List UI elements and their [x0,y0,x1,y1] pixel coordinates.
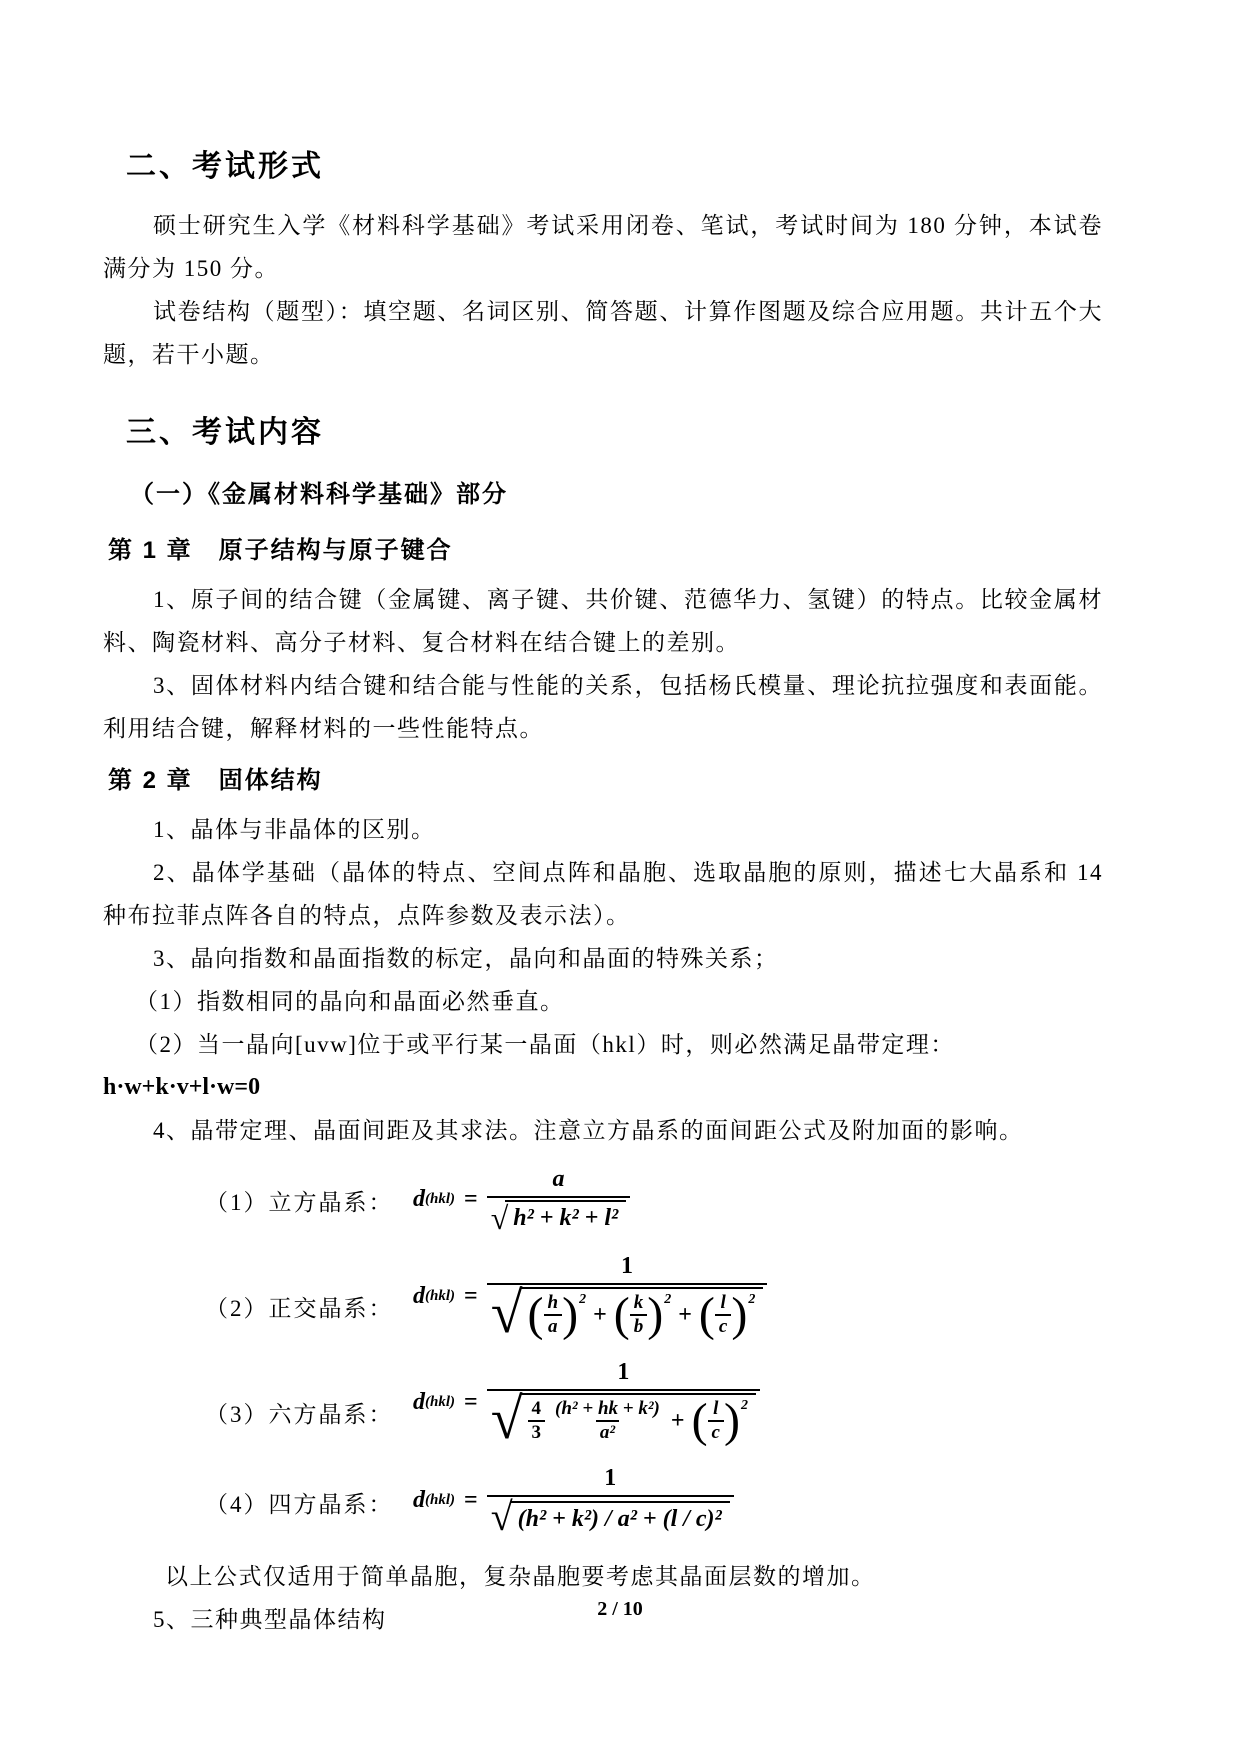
chapter1-item3: 3、固体材料内结合键和结合能与性能的关系，包括杨氏模量、理论抗拉强度和表面能。利用结合键，解释材料的一些性能特点。 [103,673,1103,741]
open-paren: ( [698,1287,715,1341]
numerator: 1 [621,1253,633,1279]
plus-sign: + [593,1301,607,1328]
numerator: 1 [604,1465,617,1492]
k-over-b: k b [630,1292,648,1338]
formula-tetragonal-label: （4）四方晶系： [205,1492,394,1518]
numerator: a [552,1166,565,1192]
d-symbol: d [413,1282,425,1309]
close-paren: ) [562,1287,579,1341]
paragraph-exam-format-2: 试卷结构（题型）：填空题、名词区别、简答题、计算作图题及综合应用题。共计五个大题，若干小题。 [103,299,1103,367]
hkl-subscript: (hkl) [425,1491,455,1508]
formula-orthorhombic-expression [413,1253,767,1345]
exponent: 2 [664,1292,672,1308]
square-root [490,1386,756,1452]
l-over-c: l c [715,1292,731,1338]
equals-sign: = [464,1388,478,1415]
heading-chapter2: 第 2 章 固体结构 [108,767,323,794]
formula-hexagonal-expression [413,1359,760,1452]
exponent: 2 [740,1398,748,1414]
hk-term: (h² + hk + k²) a² [555,1398,660,1444]
formula-hexagonal-label: （3）六方晶系： [205,1402,394,1428]
formula-cubic-expression [413,1166,630,1237]
radical-icon: √ [490,1494,513,1540]
chapter2-item1: 1、晶体与非晶体的区别。 [153,817,436,842]
heading-exam-content: 三、考试内容 [126,416,324,449]
denominator [487,1196,631,1237]
chapter2-item3-sub2: （2）当一晶向[uvw]位于或平行某一晶面（hkl）时，则必然满足晶带定理： [135,1032,955,1057]
formula-cubic-row [205,1166,1103,1237]
chapter2-item4: 4、晶带定理、晶面间距及其求法。注意立方晶系的面间距公式及附加面的影响。 [153,1118,1024,1143]
open-paren: ( [691,1393,708,1447]
formula-orthorhombic-row [205,1253,1103,1345]
paragraph-exam-format-1: 硕士研究生入学《材料科学基础》考试采用闭卷、笔试，考试时间为 180 分钟，本试卷满分为 150 分。 [103,213,1103,281]
d-symbol: d [413,1186,425,1212]
fraction [487,1166,631,1237]
page-number: 2 / 10 [597,1598,643,1620]
h-over-a: h a [544,1292,563,1338]
exponent: 2 [579,1292,587,1308]
chapter2-item2: 2、晶体学基础（晶体的特点、空间点阵和晶胞、选取晶胞的原则，描述七大晶系和 14 种布拉菲点阵各自的特点，点阵参数及表示法）。 [103,860,1103,928]
fraction [487,1465,734,1540]
chapter2-item3: 3、晶向指数和晶面指数的标定，晶向和晶面的特殊关系； [153,946,779,971]
plus-sign: + [670,1407,685,1434]
fraction [487,1359,760,1452]
four-thirds: 4 3 [528,1398,546,1444]
close-paren: ) [731,1287,748,1341]
equals-sign: = [464,1186,478,1212]
fraction [487,1253,768,1345]
hkl-subscript: (hkl) [425,1191,455,1207]
formula-orthorhombic-label: （2）正交晶系： [205,1296,394,1322]
d-symbol: d [413,1388,425,1415]
formula-note: 以上公式仅适用于简单晶胞，复杂晶胞要考虑其晶面层数的增加。 [165,1564,876,1590]
zone-law-equation: h·w+k·v+l·w=0 [103,1074,261,1100]
denominator [487,1386,760,1452]
formula-tetragonal-row [205,1465,1103,1540]
open-paren: ( [613,1287,630,1341]
hkl-subscript: (hkl) [425,1287,455,1304]
chapter2-item3-sub1: （1）指数相同的晶向和晶面必然垂直。 [135,989,565,1014]
heading-chapter1: 第 1 章 原子结构与原子键合 [108,537,453,564]
plus-sign: + [678,1301,692,1328]
formula-tetragonal-expression [413,1465,734,1540]
formula-cubic-label: （1）立方晶系： [205,1190,394,1215]
d-symbol: d [413,1486,425,1513]
denominator [487,1494,734,1540]
close-paren: ) [647,1287,664,1341]
formula-hexagonal-row [205,1359,1103,1452]
heading-exam-format: 二、考试形式 [126,150,324,183]
close-paren: ) [723,1393,740,1447]
numerator: 1 [617,1359,630,1386]
radicand: (h² + k²) / a² + (l / c)² [517,1505,722,1532]
radical-icon: √ [490,1200,509,1237]
square-root [490,1200,627,1237]
chapter1-item1: 1、原子间的结合键（金属键、离子键、共价键、范德华力、氢键）的特点。比较金属材料、陶瓷材料、高分子材料、复合材料在结合键上的差别。 [103,587,1103,655]
exponent: 2 [748,1292,756,1308]
equals-sign: = [464,1282,478,1309]
open-paren: ( [527,1287,544,1341]
heading-part1: （一）《金属材料科学基础》部分 [130,481,508,508]
square-root [490,1494,730,1540]
denominator [487,1280,768,1345]
l-over-c: l c [708,1398,724,1444]
chapter2-item5: 5、三种典型晶体结构 [153,1607,387,1633]
equals-sign: = [464,1486,478,1513]
hkl-subscript: (hkl) [425,1393,455,1410]
square-root [490,1280,764,1345]
radical-icon: √ [490,1386,523,1452]
radical-icon: √ [490,1280,523,1345]
radicand: h² + k² + l² [513,1205,619,1231]
